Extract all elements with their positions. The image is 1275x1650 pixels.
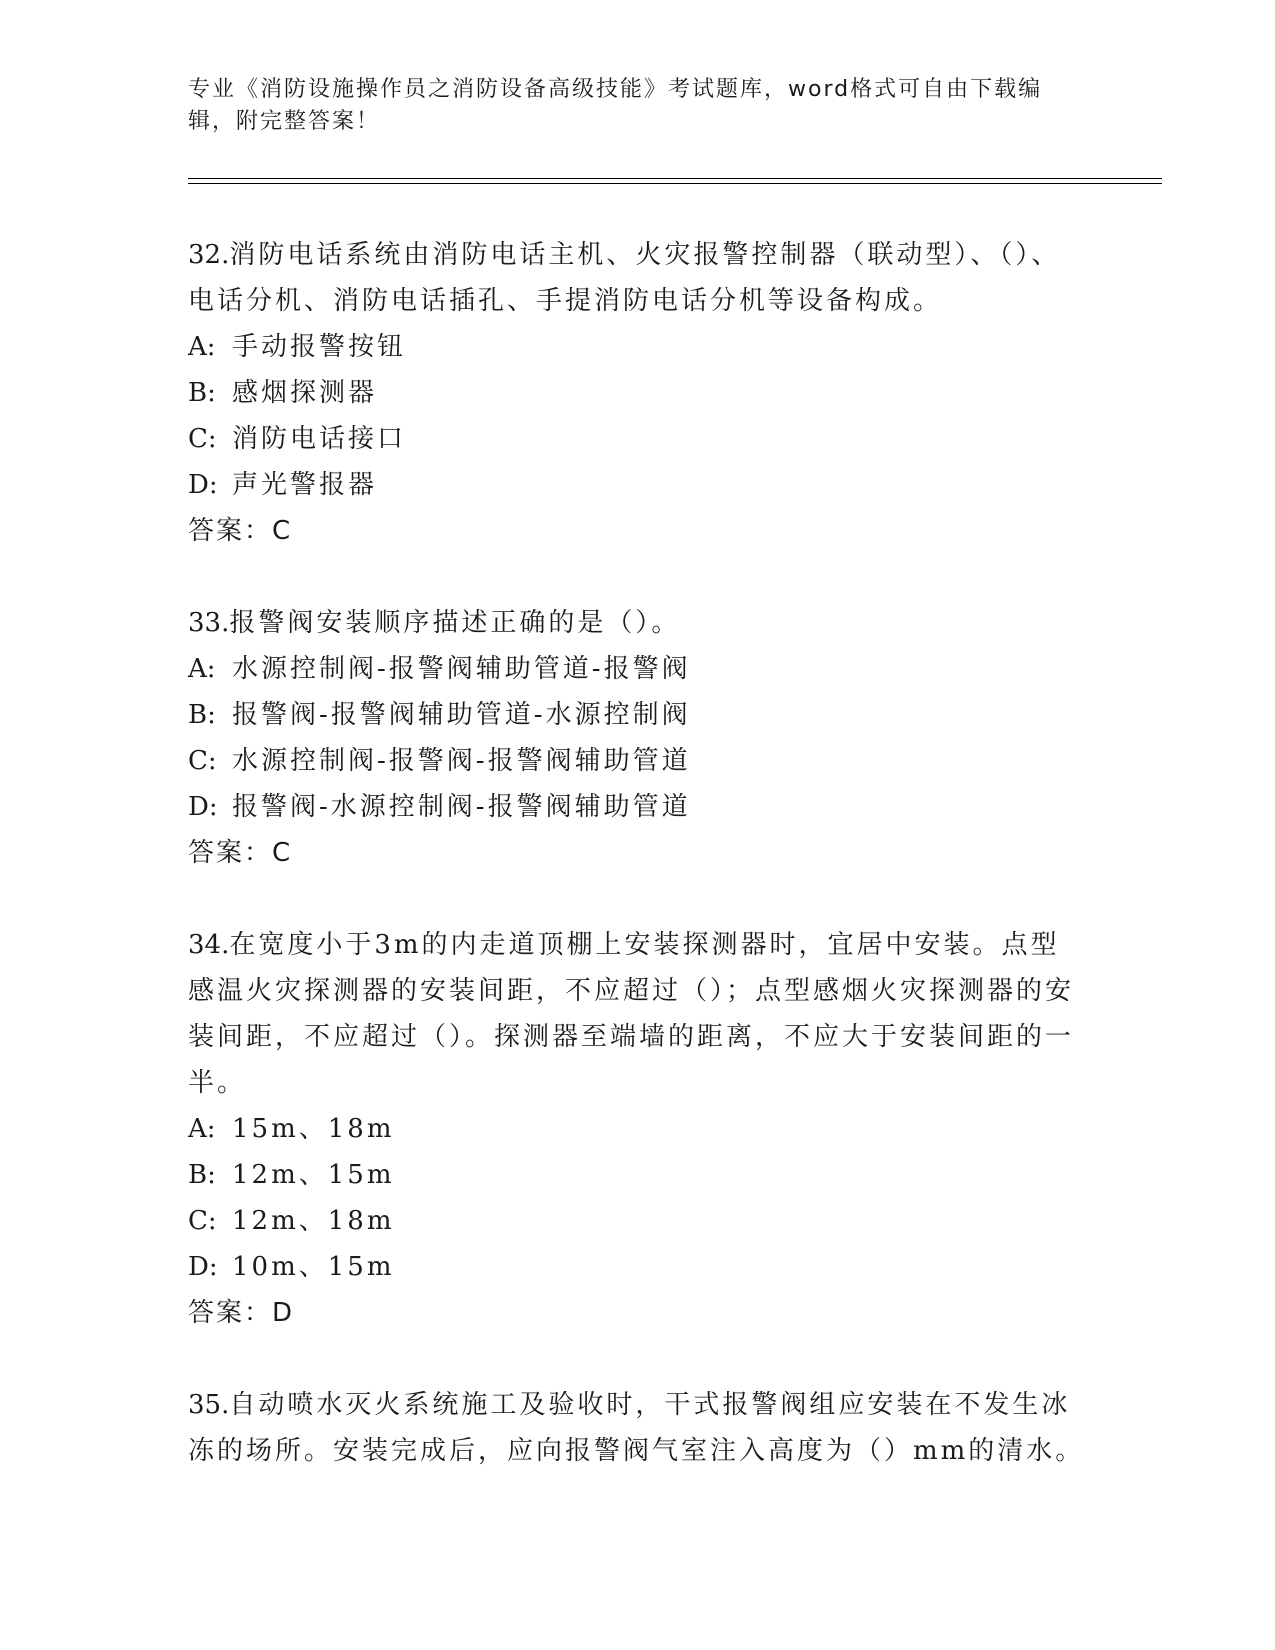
option-key: C:	[188, 746, 217, 776]
question-text: 消防电话系统由消防电话主机、火灾报警控制器（联动型）、（）、电话分机、消防电话插孔、手提消防电话分机等设备构成。	[188, 240, 1061, 316]
question-35	[188, 1382, 1088, 1474]
header-divider-bottom	[188, 183, 1162, 184]
option-key: C:	[188, 1206, 217, 1236]
question-number: 34.	[188, 930, 230, 960]
question-stem	[188, 600, 1088, 646]
answer-line: 答案：C	[188, 516, 293, 546]
option-text: 报警阀-报警阀辅助管道-水源控制阀	[232, 700, 691, 730]
option-text: 10m、15m	[232, 1252, 395, 1282]
option-text: 12m、18m	[232, 1206, 395, 1236]
option-text: 感烟探测器	[232, 378, 378, 408]
option-d	[188, 462, 1088, 508]
option-text: 报警阀-水源控制阀-报警阀辅助管道	[232, 792, 691, 822]
option-key: B:	[188, 700, 216, 730]
option-b	[188, 370, 1088, 416]
question-text: 自动喷水灭火系统施工及验收时，干式报警阀组应安装在不发生冰冻的场所。安装完成后，应向报警阀气室注入高度为（）mm的清水。	[188, 1390, 1085, 1466]
option-c	[188, 1198, 1088, 1244]
option-key: D:	[188, 470, 218, 500]
document-header: 专业《消防设施操作员之消防设备高级技能》考试题库，word格式可自由下载编辑，附完整答案！	[188, 77, 1043, 134]
option-key: B:	[188, 378, 216, 408]
option-key: B:	[188, 1160, 216, 1190]
option-key: A:	[188, 654, 216, 684]
question-number: 33.	[188, 608, 230, 638]
option-key: D:	[188, 1252, 218, 1282]
question-text: 报警阀安装顺序描述正确的是（）。	[229, 608, 681, 638]
option-d	[188, 1244, 1088, 1290]
option-c	[188, 416, 1088, 462]
option-c	[188, 738, 1088, 784]
question-34	[188, 922, 1088, 1336]
option-b	[188, 1152, 1088, 1198]
option-text: 消防电话接口	[232, 424, 407, 454]
question-33	[188, 600, 1088, 876]
question-stem	[188, 232, 1088, 324]
option-text: 手动报警按钮	[232, 332, 407, 362]
option-key: A:	[188, 332, 216, 362]
option-text: 水源控制阀-报警阀辅助管道-报警阀	[232, 654, 691, 684]
option-a	[188, 1106, 1088, 1152]
option-key: A:	[188, 1114, 216, 1144]
header-divider-top	[188, 178, 1162, 179]
question-32	[188, 232, 1088, 554]
option-a	[188, 324, 1088, 370]
option-key: C:	[188, 424, 217, 454]
question-stem	[188, 1382, 1088, 1474]
option-key: D:	[188, 792, 218, 822]
question-number: 35.	[188, 1390, 230, 1420]
option-text: 声光警报器	[232, 470, 378, 500]
question-list	[188, 232, 1088, 1520]
question-number: 32.	[188, 240, 230, 270]
option-d	[188, 784, 1088, 830]
answer-line: 答案：C	[188, 838, 293, 868]
option-text: 12m、15m	[232, 1160, 395, 1190]
option-a	[188, 646, 1088, 692]
question-stem	[188, 922, 1088, 1106]
answer-line: 答案：D	[188, 1298, 295, 1328]
question-text: 在宽度小于3m的内走道顶棚上安装探测器时，宜居中安装。点型感温火灾探测器的安装间距，不应超过（）；点型感烟火灾探测器的安装间距，不应超过（）。探测器至端墙的距离，不应大于安装间距的一半。	[188, 930, 1075, 1098]
option-text: 水源控制阀-报警阀-报警阀辅助管道	[232, 746, 691, 776]
option-b	[188, 692, 1088, 738]
option-text: 15m、18m	[232, 1114, 395, 1144]
